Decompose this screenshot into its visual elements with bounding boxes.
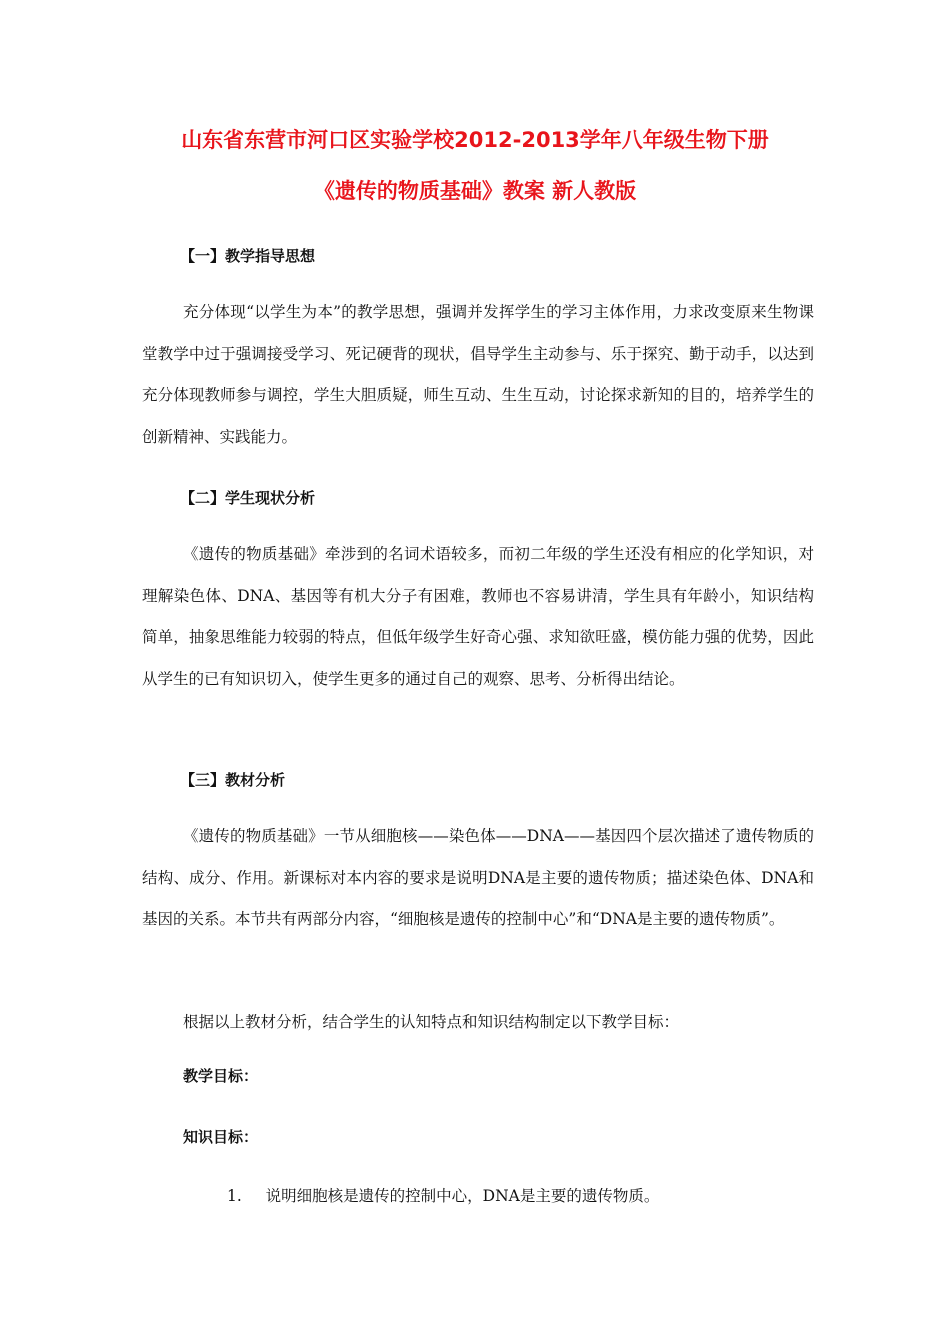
- textbook-analysis-followup: 根据以上教材分析，结合学生的认知特点和知识结构制定以下教学目标：: [183, 1013, 680, 1031]
- document-title-line2: 《遗传的物质基础》教案 新人教版: [313, 179, 637, 203]
- teaching-goals-heading: 教学目标：: [183, 1067, 259, 1085]
- section-paragraph-student-status: 《遗传的物质基础》牵涉到的名词术语较多，而初二年级的学生还没有相应的化学知识，对理解染色体、DNA、基因等有机大分子有困难，教师也不容易讲清，学生具有年龄小，知识结构简单，抽象思维能力较弱的特点，但低年级学生好奇心强、求知欲旺盛，模仿能力强的优势，因此从学生的已有知识切入，使学生更多的通过自己的观察、思考、分析得出结论。: [142, 545, 814, 688]
- list-item-text: 说明细胞核是遗传的控制中心，DNA是主要的遗传物质。: [265, 1187, 660, 1205]
- section-paragraph-textbook-analysis: 《遗传的物质基础》一节从细胞核——染色体——DNA——基因四个层次描述了遗传物质的结构、成分、作用。新课标对本内容的要求是说明DNA是主要的遗传物质；描述染色体、DNA和基因的关系。本节共有两部分内容，“细胞核是遗传的控制中心”和“DNA是主要的遗传物质”。: [142, 827, 814, 928]
- document-title-line1: 山东省东营市河口区实验学校2012-2013学年八年级生物下册: [181, 128, 769, 152]
- knowledge-goals-heading: 知识目标：: [183, 1128, 259, 1146]
- list-item-number: 1.: [227, 1187, 242, 1205]
- section-heading-guiding-idea: 【一】教学指导思想: [180, 247, 316, 265]
- section-heading-textbook-analysis: 【三】教材分析: [180, 771, 286, 789]
- section-heading-student-status: 【二】学生现状分析: [180, 489, 316, 507]
- section-paragraph-guiding-idea: 充分体现“以学生为本”的教学思想，强调并发挥学生的学习主体作用，力求改变原来生物课堂教学中过于强调接受学习、死记硬背的现状，倡导学生主动参与、乐于探究、勤于动手，以达到充分体现教师参与调控，学生大胆质疑，师生互动、生生互动，讨论探求新知的目的，培养学生的创新精神、实践能力。: [142, 303, 814, 446]
- list-item: [227, 1184, 659, 1206]
